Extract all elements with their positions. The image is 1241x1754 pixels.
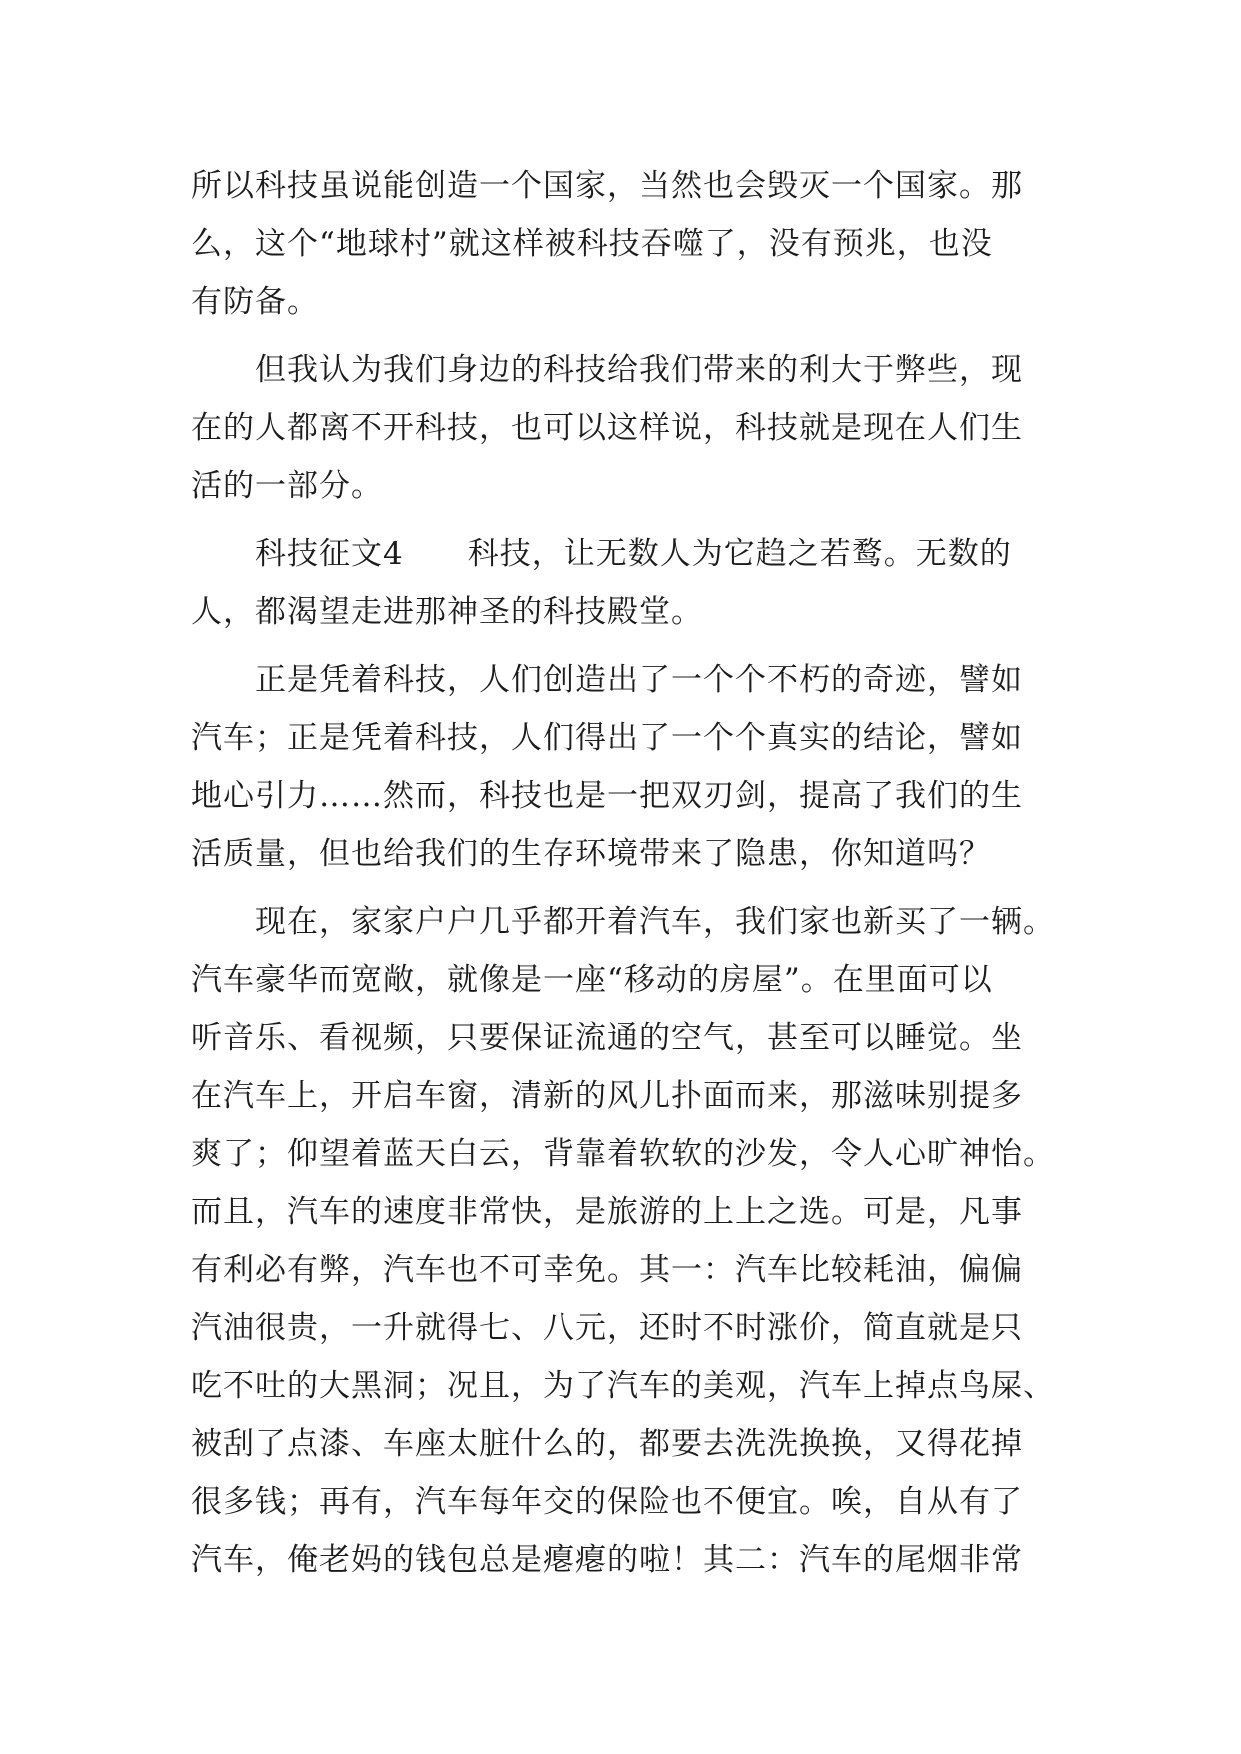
text-line: 活的一部分。 [191,468,383,504]
text-line: 汽油很贵，一升就得七、八元，还时不时涨价，简直就是只 [191,1310,1023,1346]
text-line: 吃不吐的大黑洞；况且，为了汽车的美观，汽车上掉点鸟屎、 [191,1368,1055,1404]
text-line: 人，都渴望走进那神圣的科技殿堂。 [191,594,703,630]
text-line: 很多钱；再有，汽车每年交的保险也不便宜。唉，自从有了 [191,1484,1023,1520]
text-line: 所以科技虽说能创造一个国家，当然也会毁灭一个国家。那 [191,168,1023,204]
text-line: 在汽车上，开启车窗，清新的风儿扑面而来，那滋味别提多 [191,1078,1023,1114]
text-line: 活质量，但也给我们的生存环境带来了隐患，你知道吗？ [191,836,991,872]
text-line: 听音乐、看视频，只要保证流通的空气，甚至可以睡觉。坐 [191,1020,1023,1056]
text-line: 汽车；正是凭着科技，人们得出了一个个真实的结论，譬如 [191,720,1023,756]
text-line: 在的人都离不开科技，也可以这样说，科技就是现在人们生 [191,410,1023,446]
paragraph-first-line: 现在，家家户户几乎都开着汽车，我们家也新买了一辆。 [255,904,1055,940]
text-line: 有利必有弊，汽车也不可幸免。其一：汽车比较耗油，偏偏 [191,1252,1023,1288]
text-line: 汽车豪华而宽敞，就像是一座“移动的房屋”。在里面可以 [191,962,993,998]
paragraph-first-line: 正是凭着科技，人们创造出了一个个不朽的奇迹，譬如 [255,662,1023,698]
section-heading-line: 科技征文4 科技，让无数人为它趋之若鹜。无数的 [255,536,1012,572]
paragraph-first-line: 但我认为我们身边的科技给我们带来的利大于弊些，现 [255,352,1023,388]
text-line: 有防备。 [191,284,319,320]
text-line: 汽车，俺老妈的钱包总是瘪瘪的啦！其二：汽车的尾烟非常 [191,1542,1023,1578]
text-line: 么，这个“地球村”就这样被科技吞噬了，没有预兆，也没 [191,226,993,262]
text-line: 地心引力……然而，科技也是一把双刃剑，提高了我们的生 [191,778,1023,814]
text-line: 爽了；仰望着蓝天白云，背靠着软软的沙发，令人心旷神怡。 [191,1136,1055,1172]
text-line: 而且，汽车的速度非常快，是旅游的上上之选。可是，凡事 [191,1194,1023,1230]
text-line: 被刮了点漆、车座太脏什么的，都要去洗洗换换，又得花掉 [191,1426,1023,1462]
